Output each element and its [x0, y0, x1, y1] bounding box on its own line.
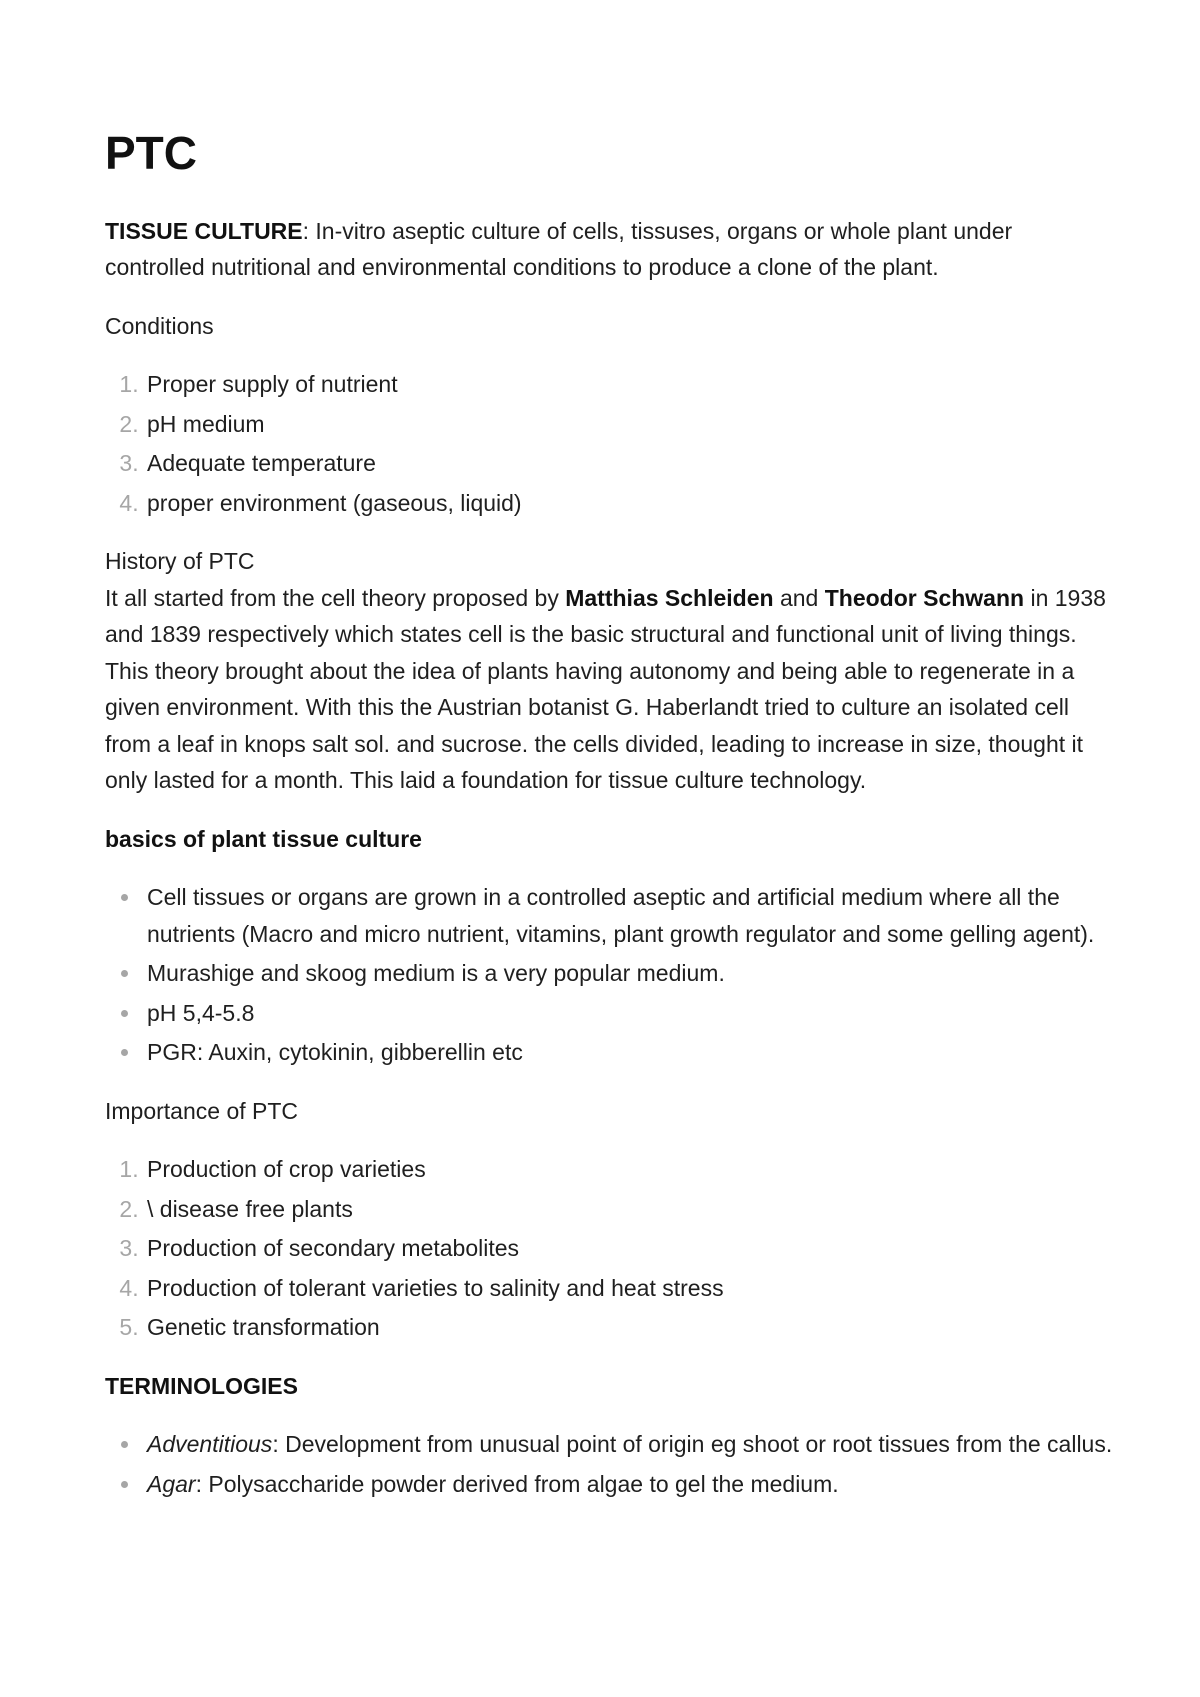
list-item: [145, 1466, 1115, 1503]
list-item: 2. \ disease free plants: [145, 1191, 1115, 1228]
scientist-name: Matthias Schleiden: [565, 584, 774, 611]
intro-definition: : In-vitro aseptic culture of cells, tissuses, organs or whole plant under controlled nutritional and environmental conditions to produce a clone of the plant.: [105, 217, 1013, 281]
scientist-name: Theodor Schwann: [824, 584, 1025, 611]
list-item: 1. Production of crop varieties: [145, 1151, 1115, 1188]
intro-paragraph: [105, 213, 1115, 286]
terminologies-heading: TERMINOLOGIES: [105, 1372, 298, 1399]
history-paragraph-2: This theory brought about the idea of plants having autonomy and being able to regenerate in a given environment. With this the Austrian botanist G. Haberlandt tried to culture an isolated cell from a leaf in knops salt sol. and sucrose. the cells divided, leading to increase in size, thought it only lasted for a month. This laid a foundation for tissue culture technology.: [105, 657, 1084, 794]
list-item: [145, 1034, 1115, 1071]
list-item: 4. proper environment (gaseous, liquid): [145, 485, 1115, 522]
bullet-icon: [121, 894, 128, 901]
importance-label: Importance of PTC: [105, 1097, 299, 1124]
history-label: History of PTC: [105, 548, 255, 575]
history-text: It all started from the cell theory proposed by: [105, 584, 566, 611]
bullet-icon: [121, 1010, 128, 1017]
bullet-icon: [121, 1049, 128, 1056]
page-title: PTC: [105, 127, 197, 179]
list-item-text: pH 5,4-5.8: [147, 999, 255, 1026]
term-name: Adventitious: [147, 1431, 273, 1458]
basics-heading: basics of plant tissue culture: [105, 825, 422, 852]
bullet-icon: [121, 970, 128, 977]
bullet-icon: [121, 1481, 128, 1488]
list-item: [145, 1426, 1115, 1463]
term-name: Agar: [147, 1470, 196, 1497]
list-item: 5. Genetic transformation: [145, 1309, 1115, 1346]
list-item: 3. Adequate temperature: [145, 445, 1115, 482]
term-definition: : Development from unusual point of origin eg shoot or root tissues from the callus.: [272, 1431, 1113, 1458]
list-item: [145, 955, 1115, 992]
list-item: [145, 879, 1115, 952]
history-text: in 1938 and 1839 respectively which states cell is the basic structural and functional unit of living things.: [105, 584, 1106, 648]
list-item: 1. Proper supply of nutrient: [145, 366, 1115, 403]
terminologies-list: [105, 1426, 1115, 1502]
list-item-text: Cell tissues or organs are grown in a controlled aseptic and artificial medium where all the nutrients (Macro and micro nutrient, vitamins, plant growth regulator and some gelling agent).: [147, 884, 1095, 947]
list-item: 3. Production of secondary metabolites: [145, 1230, 1115, 1267]
list-item-text: PGR: Auxin, cytokinin, gibberellin etc: [147, 1039, 523, 1066]
basics-list: [105, 879, 1115, 1071]
list-item: 4. Production of tolerant varieties to salinity and heat stress: [145, 1270, 1115, 1307]
list-item-text: Murashige and skoog medium is a very popular medium.: [147, 960, 725, 987]
history-paragraph-1: [105, 580, 1115, 653]
conditions-list: [105, 366, 1115, 521]
term-definition: : Polysaccharide powder derived from algae to gel the medium.: [195, 1470, 839, 1497]
bullet-icon: [121, 1441, 128, 1448]
document-page: [105, 128, 1115, 1524]
importance-list: [105, 1151, 1115, 1346]
conditions-label: Conditions: [105, 312, 214, 339]
list-item: [145, 995, 1115, 1032]
history-text: and: [773, 584, 825, 611]
list-item: 2. pH medium: [145, 406, 1115, 443]
intro-term: TISSUE CULTURE: [105, 217, 303, 244]
